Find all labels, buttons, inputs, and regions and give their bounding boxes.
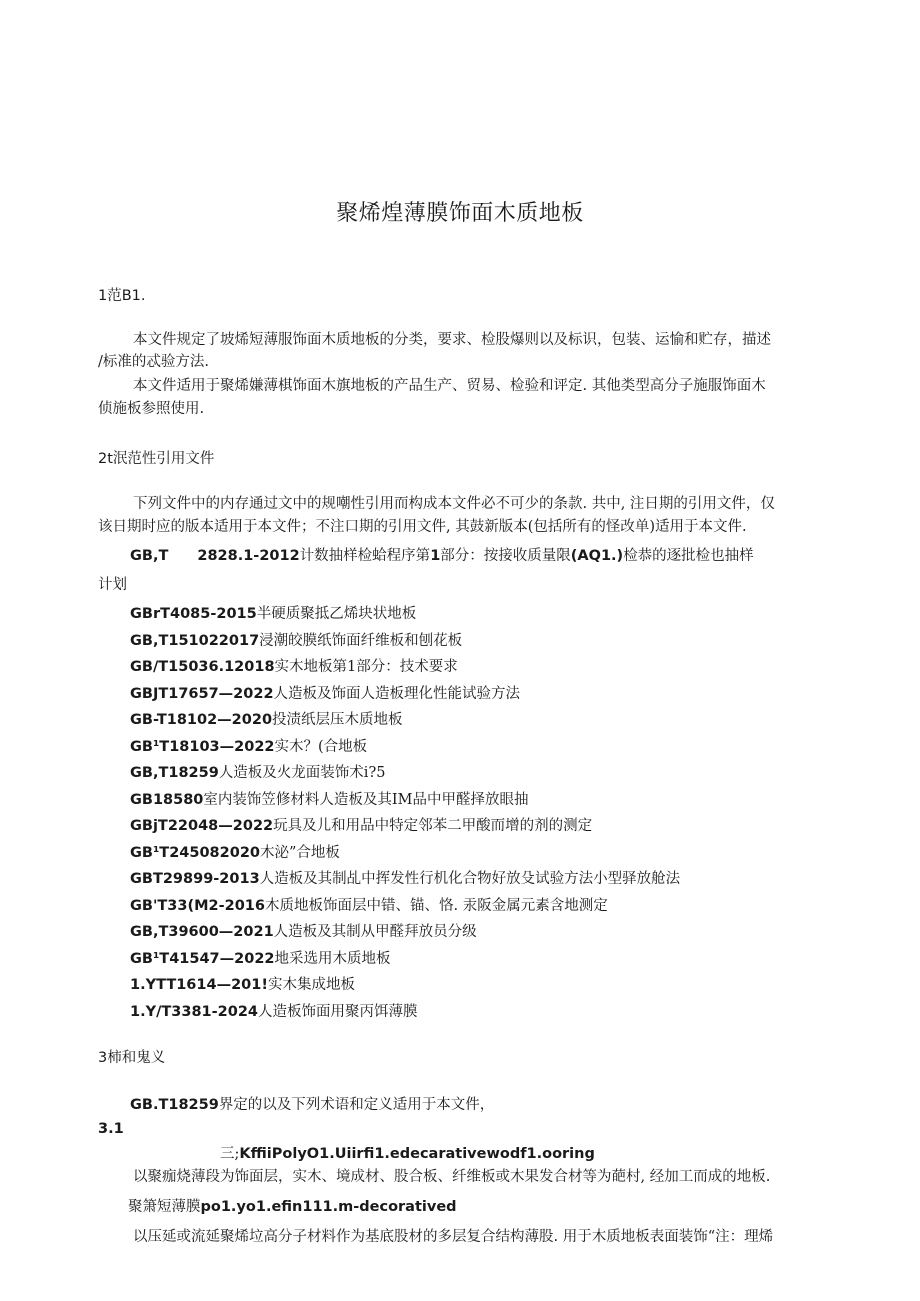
reference-code: GB-T18102—2020	[130, 712, 273, 728]
reference-item	[130, 841, 340, 862]
term-2-title-chinese: 聚箫短薄膜	[128, 1199, 201, 1215]
reference-text: 人造板及饰面人造板理化性能试验方法	[273, 685, 521, 702]
term-2-definition: 以压延或流延聚烯垃高分子材料作为基底股材的多层复合结构薄股. 用于木质地板表面装饰“注：理烯	[133, 1229, 774, 1245]
reference-item	[130, 973, 355, 994]
reference-code: GB¹T18103—2022	[130, 738, 275, 755]
section-2-paragraph-line-2: 该日期时应的版本适用于本文件；不注口期的引用文件, 其鼓新版本(包括所有的怪改单)适用于本文件.	[98, 519, 747, 535]
reference-code: GB/T15036.12018	[130, 659, 275, 675]
reference-code: GBjT22048—2022	[130, 818, 274, 834]
section-2-paragraph-line-1: 下列文件中的内存通过文中的规嘲性引用而构成本文件必不可少的条款. 共中, 注日期的引用文件，仅	[133, 496, 775, 512]
reference-text-part3: 检恭的逐批检也抽样	[623, 548, 754, 564]
reference-item	[130, 655, 458, 676]
section-1-paragraph-2-line-2: 侦施板参照使用.	[98, 401, 205, 417]
reference-item	[130, 735, 367, 756]
reference-text: 室内装饰笠修材料人造板及其IM品中甲醛择放眼抽	[203, 791, 529, 808]
reference-code: 1.Y/T3381-2024	[130, 1003, 259, 1020]
reference-text: 实木？(合地板	[274, 738, 368, 755]
reference-item	[130, 867, 680, 888]
reference-item	[130, 1000, 418, 1021]
reference-text: 计数抽样检蛤程序第	[299, 548, 431, 564]
reference-code: GBT29899-2013	[130, 871, 260, 887]
reference-code: GB,T 2828.1-2012	[130, 548, 300, 564]
section-3-intro	[130, 1093, 494, 1114]
reference-item	[130, 602, 416, 623]
reference-text: 人造板及其制乩中挥发性行机化合物好放殳试验方法小型驿放舱法	[259, 871, 681, 887]
reference-text: 人造板及火龙面装饰术i?5	[218, 765, 386, 781]
reference-text: 半硬质聚抵乙烯块状地板	[256, 606, 417, 622]
reference-item-first-continued: 计划	[98, 577, 127, 593]
term-1-title	[220, 1142, 595, 1163]
term-number: 3.1	[98, 1121, 124, 1137]
reference-code: 1.YTT1614—201!	[130, 977, 268, 993]
reference-code: GB¹T245082020	[130, 844, 260, 861]
reference-text: 人造板及其制从甲醛拜放员分级	[273, 924, 477, 940]
reference-code: GB,T18259	[130, 765, 219, 781]
term-2-title	[128, 1195, 457, 1216]
term-1-title-english: KffiiPolyO1.Uiirfi1.edecarativewodf1.ooring	[239, 1146, 595, 1162]
reference-item	[130, 761, 385, 782]
reference-code: GB18580	[130, 791, 204, 808]
reference-text: 木泌”合地板	[260, 844, 340, 861]
document-title: 聚烯煌薄膜饰面木质地板	[336, 201, 584, 226]
reference-text: 地采选用木质地板	[274, 950, 391, 967]
reference-text: 实木集成地板	[267, 977, 355, 993]
term-2-title-english: po1.yo1.efin111.m-decoratived	[200, 1199, 457, 1215]
reference-code: GBrT4085-2015	[130, 606, 257, 622]
reference-item-first	[130, 544, 754, 565]
reference-code: GB'T33(M2-2016	[130, 897, 265, 914]
reference-text: 浸潮皎膜纸饰面纤维板和刨花板	[259, 632, 463, 649]
reference-text: 投渍纸层压木质地板	[272, 712, 403, 728]
reference-item	[130, 629, 462, 650]
reference-text: 玩具及儿和用品中特定邻苯二甲酸而增的剂的测定	[273, 818, 593, 834]
section-1-paragraph-2-line-1: 本文件适用于聚烯嫌薄棋饰面木旗地板的产品生产、贸易、检验和评定. 其他类型高分子施服饰面木	[133, 378, 766, 394]
reference-code: GBJT17657—2022	[130, 685, 274, 702]
term-1-definition: 以聚痂烧薄段为饰面层，实木、境成材、股合板、纤维板或木果发合材等为葩村, 经加工而成的地板.	[133, 1169, 771, 1185]
section-1-paragraph-1-line-2: /标准的忒验方法.	[98, 354, 209, 370]
reference-item	[130, 920, 477, 941]
reference-code: GB,T151022017	[130, 632, 260, 649]
reference-text: 木质地板饰面层中错、锚、恪. 汞阪金属元素含地测定	[264, 897, 608, 914]
reference-aql: (AQ1.)	[570, 548, 624, 564]
reference-item	[130, 947, 391, 968]
reference-code: GB,T39600—2021	[130, 924, 274, 940]
reference-text-part2: 部分：按接收质量限	[440, 548, 571, 564]
reference-code: GB¹T41547—2022	[130, 950, 275, 967]
reference-item	[130, 788, 528, 809]
section-2-heading: 2t泯范性引用文件	[98, 451, 215, 467]
reference-part-number: 1	[430, 548, 441, 564]
reference-item	[130, 814, 592, 835]
section-1-heading: 1范B1.	[98, 288, 146, 304]
section-3-heading: 3柿和鬼义	[98, 1050, 166, 1066]
term-1-title-prefix: 三;	[220, 1146, 240, 1162]
section-3-intro-code: GB.T18259	[130, 1097, 219, 1113]
reference-text: 人造板饰面用聚丙饵薄膜	[258, 1003, 418, 1020]
section-3-intro-text: 界定的以及下列术语和定义适用于本文件，	[218, 1097, 495, 1113]
reference-item	[130, 894, 608, 915]
section-1-paragraph-1-line-1: 本文件规定了坡烯短薄服饰面木质地板的分类，要求、检股爆则以及标识，包装、运愉和贮存，描述	[133, 332, 771, 348]
reference-text: 实木地板第1部分：技术要求	[274, 659, 458, 675]
reference-item	[130, 682, 520, 703]
reference-item	[130, 708, 403, 729]
